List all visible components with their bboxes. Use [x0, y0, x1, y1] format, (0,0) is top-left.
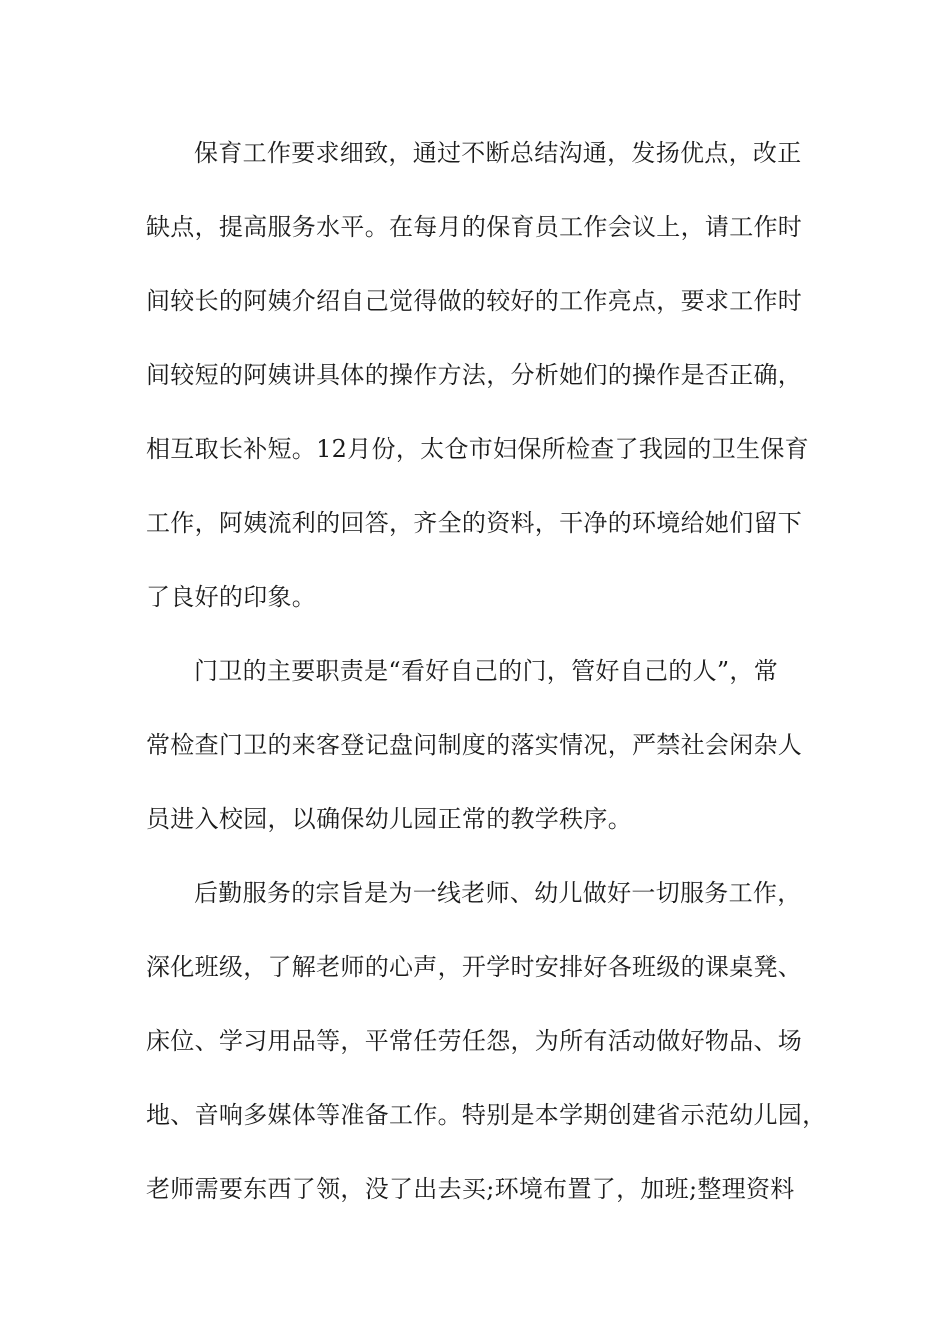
paragraph-3-line-2: 深化班级，了解老师的心声，开学时安排好各班级的课桌凳、: [146, 953, 803, 981]
paragraph-1-line-3: 间较长的阿姨介绍自己觉得做的较好的工作亮点，要求工作时: [146, 287, 803, 315]
paragraph-1-line-1: 保育工作要求细致，通过不断总结沟通，发扬优点，改正: [194, 139, 802, 167]
paragraph-1-line-5: 相互取长补短。12月份，太仓市妇保所检查了我园的卫生保育: [146, 435, 809, 463]
paragraph-1-line-4: 间较短的阿姨讲具体的操作方法，分析她们的操作是否正确，: [146, 361, 803, 389]
paragraph-1-line-2: 缺点，提高服务水平。在每月的保育员工作会议上，请工作时: [146, 213, 803, 241]
paragraph-3-line-3: 床位、学习用品等，平常任劳任怨，为所有活动做好物品、场: [146, 1027, 803, 1055]
paragraph-2-line-1: 门卫的主要职责是“看好自己的门，管好自己的人”，常: [194, 657, 779, 685]
paragraph-3-line-1: 后勤服务的宗旨是为一线老师、幼儿做好一切服务工作，: [194, 879, 802, 907]
paragraph-3-line-4: 地、音响多媒体等准备工作。特别是本学期创建省示范幼儿园，: [146, 1101, 827, 1129]
paragraph-1-line-6: 工作，阿姨流利的回答，齐全的资料，干净的环境给她们留下: [146, 509, 803, 537]
paragraph-2-line-2: 常检查门卫的来客登记盘问制度的落实情况，严禁社会闲杂人: [146, 731, 803, 759]
paragraph-1-line-7: 了良好的印象。: [146, 583, 317, 611]
paragraph-2-line-3: 员进入校园，以确保幼儿园正常的教学秩序。: [146, 805, 632, 833]
paragraph-3-line-5: 老师需要东西了领，没了出去买;环境布置了，加班;整理资料: [146, 1175, 795, 1203]
